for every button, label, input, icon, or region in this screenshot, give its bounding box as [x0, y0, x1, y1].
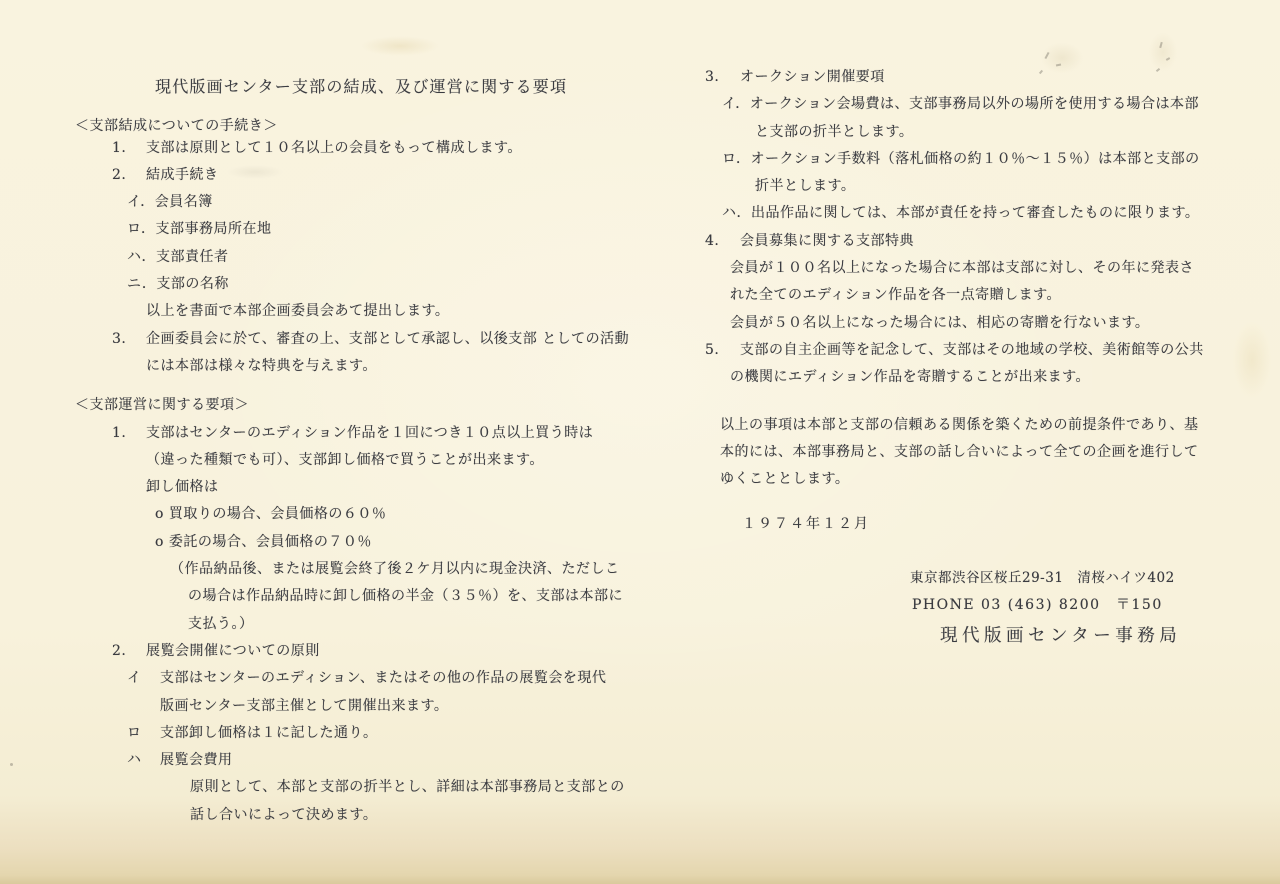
section-heading: ＜支部結成についての手続き＞: [75, 118, 278, 135]
sub-item: イ．会員名簿: [127, 194, 213, 211]
parenthetical-line: （作品納品後、または展覧会終了後２ケ月以内に現金決済、ただしこ: [170, 561, 620, 578]
sub-item: ロ．オークション手数料（落札価格の約１０％～１５％）は本部と支部の: [722, 150, 1200, 167]
item-text: 支部は原則として１０名以上の会員をもって構成します。: [146, 139, 522, 156]
sub-item: [75, 747, 665, 774]
bullet-line: o 委託の場合、会員価格の７０％: [155, 533, 372, 550]
item-number: 1.: [112, 424, 127, 441]
body-line: 会員が５０名以上になった場合には、相応の寄贈を行ないます。: [730, 314, 1150, 331]
item-kana-marker: ロ: [127, 724, 142, 741]
sub-item: イ．オークション会場費は、支部事務局以外の場所を使用する場合は本部: [722, 96, 1199, 113]
item-text: 支部はセンターのエディション、またはその他の作品の展覧会を現代: [160, 670, 607, 687]
document-title: 現代版画センター支部の結成、及び運営に関する要項: [155, 77, 568, 96]
numbered-item: [700, 228, 1275, 255]
continuation-line: と支部の折半とします。: [755, 123, 914, 140]
phone-line: PHONE 03 (463) 8200 〒150: [912, 597, 1163, 614]
numbered-item: [75, 638, 665, 665]
address-line: 東京都渋谷区桜丘29-31 清桜ハイツ402: [910, 569, 1175, 586]
body-line: れた全てのエディション作品を各一点寄贈します。: [730, 287, 1061, 304]
item-text: 企画委員会に於て、審査の上、支部として承認し、以後支部 としての活動: [146, 330, 630, 347]
sub-item: [75, 720, 665, 747]
numbered-item: [700, 337, 1275, 364]
item-text: 結成手続き: [146, 166, 219, 183]
numbered-item: [75, 420, 665, 447]
closing-paragraph-line: 本的には、本部事務局と、支部の話し合いによって全ての企画を進行して: [720, 443, 1199, 460]
section-heading: ＜支部運営に関する要項＞: [75, 397, 249, 414]
item-kana-marker: ハ: [127, 752, 142, 769]
numbered-item: [75, 162, 665, 189]
parenthetical-line: の場合は作品納品時に卸し価格の半金（３５％）を、支部は本部に: [188, 588, 623, 605]
continuation-line: 原則として、本部と支部の折半とし、詳細は本部事務局と支部との: [190, 779, 625, 796]
item-number: 3.: [705, 69, 720, 85]
item-number: 2.: [112, 642, 127, 659]
item-number: 2.: [112, 166, 127, 183]
continuation-line: 版画センター支部主催として開催出来ます。: [160, 697, 449, 714]
continuation-line: 以上を書面で本部企画委員会あて提出します。: [146, 303, 450, 320]
closing-paragraph-line: ゆくこととします。: [720, 471, 850, 488]
numbered-item: [75, 326, 665, 353]
item-text: 会員募集に関する支部特典: [740, 232, 914, 249]
sub-item: ニ．支部の名称: [127, 276, 229, 293]
item-text: 支部の自主企画等を記念して、支部はその地域の学校、美術館等の公共: [740, 341, 1204, 358]
issue-date: １９７４年１２月: [742, 516, 870, 533]
item-text: 支部はセンターのエディション作品を１回につき１０点以上買う時は: [146, 424, 594, 441]
item-kana-marker: イ: [127, 670, 142, 687]
right-column: [700, 64, 1275, 653]
scan-speck: [1159, 42, 1162, 48]
item-number: 4.: [705, 232, 720, 249]
continuation-line: 話し合いによって決めます。: [190, 806, 378, 823]
bullet-line: o 買取りの場合、会員価格の６０％: [155, 506, 387, 523]
continuation-line: には本部は様々な特典を与えます。: [146, 357, 377, 374]
parenthetical-line: 支払う。）: [188, 615, 254, 632]
scan-speck: [1044, 52, 1049, 59]
item-number: 1.: [112, 139, 127, 156]
scan-speck: [10, 763, 13, 766]
closing-paragraph-line: 以上の事項は本部と支部の信頼ある関係を築くための前提条件であり、基: [720, 416, 1199, 433]
scan-speck: [1166, 57, 1170, 61]
item-text: オークション開催要項: [740, 69, 885, 85]
continuation-line: （違った種類でも可）、支部卸し価格で買うことが出来ます。: [146, 451, 544, 468]
continuation-line: 卸し価格は: [146, 479, 219, 496]
numbered-item: [700, 64, 1275, 91]
sub-item: ハ．出品作品に関しては、本部が責任を持って審査したものに限ります。: [722, 205, 1200, 222]
item-number: 5.: [705, 341, 720, 358]
numbered-item: [75, 135, 665, 162]
body-line: 会員が１００名以上になった場合に本部は支部に対し、その年に発表さ: [730, 260, 1194, 277]
sub-item: ハ．支部責任者: [127, 248, 229, 265]
item-number: 3.: [112, 330, 127, 347]
organization-name: 現代版画センター事務局: [940, 626, 1182, 647]
sub-item: [75, 665, 665, 692]
item-text: 展覧会開催についての原則: [146, 642, 320, 659]
item-text: 支部卸し価格は１に記した通り。: [160, 724, 378, 741]
sub-item: ロ．支部事務局所在地: [127, 221, 272, 238]
body-line: の機関にエディション作品を寄贈することが出来ます。: [730, 369, 1090, 386]
continuation-line: 折半とします。: [755, 178, 856, 195]
item-text: 展覧会費用: [160, 752, 233, 769]
left-column: [75, 73, 665, 829]
